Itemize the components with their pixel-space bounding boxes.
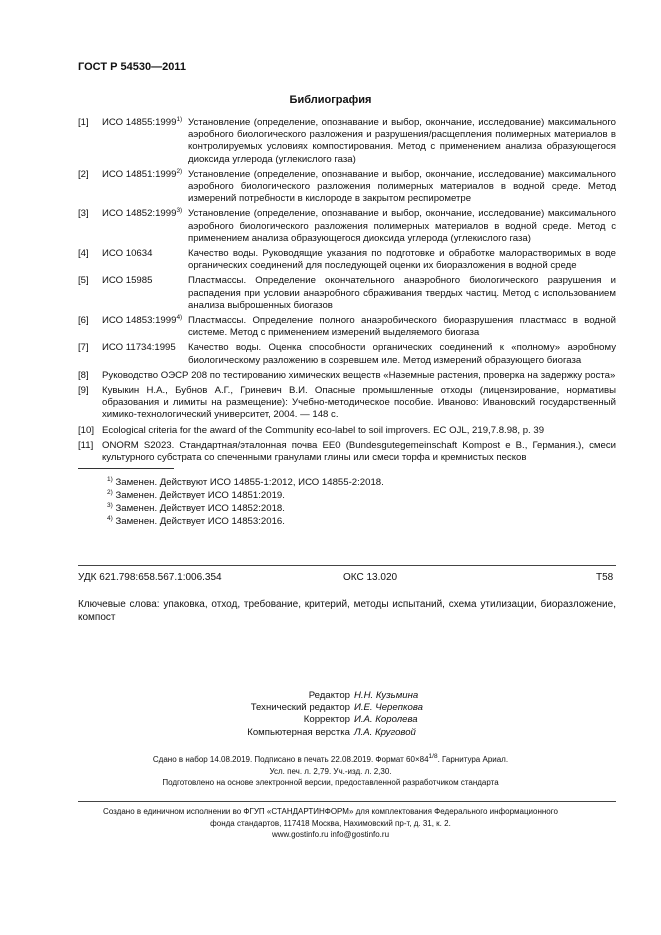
bibliography-entry <box>78 342 616 366</box>
entry-description: Руководство ОЭСР 208 по тестированию химических веществ «Наземные растения, проверка на задержку роста» <box>102 369 616 381</box>
bibliography-list <box>78 117 616 467</box>
entry-description: Установление (определение, опознавание и выбор, окончание, исследование) максимального аэробного биологического разложения и разрушения/расщепления полимерных материалов в контролируемых условиях компостирования. Метод с применением анализа образующегося диоксида углерода (углекислого газа) <box>188 117 616 165</box>
bibliography-entry <box>78 425 616 437</box>
udc-code: УДК 621.798:658.567.1:006.354 <box>78 572 222 583</box>
footnote <box>107 489 384 502</box>
footnote-ref: 2) <box>176 167 183 175</box>
footnote <box>107 476 384 489</box>
bibliography-entry <box>78 208 616 245</box>
entry-code: ИСО 10634 <box>102 248 153 260</box>
footnote-ref: 1) <box>176 116 183 123</box>
credit-role: Корректор <box>303 714 350 726</box>
entry-description: Установление (определение, опознавание и выбор, окончание, исследование) максимального аэробного биологического разложения полимерных материалов в водной среде. Метод с применением анализа образующегося диоксида углерода (углекислого газа) <box>188 208 616 244</box>
bibliography-entry <box>78 440 616 464</box>
bibliography-entry <box>78 169 616 206</box>
footnote-mark: 4) <box>107 515 113 522</box>
format-fraction: 1/8 <box>428 753 438 760</box>
entry-number: [1] <box>78 117 89 128</box>
entry-description: Качество воды. Руководящие указания по подготовке и обработке малорастворимых в воде органических соединений для последующей оценки их биоразложения в водной среде <box>188 248 616 272</box>
bibliography-entry <box>78 315 616 339</box>
footnote-ref: 4) <box>176 314 183 322</box>
bibliography-entry <box>78 117 616 166</box>
footnote <box>107 502 384 515</box>
footnote-text: Заменен. Действует ИСО 14853:2016. <box>115 516 285 527</box>
entry-number: [10] <box>78 424 95 436</box>
entry-code: ИСО 14855:1999$^{1)}$ <box>102 116 183 128</box>
footnote-ref: 3) <box>176 207 183 215</box>
bibliography-entry <box>78 385 616 422</box>
entry-code: ИСО 14851:1999$^{2)}$ <box>102 167 183 180</box>
credit-name: И.Е. Черепкова <box>354 702 424 714</box>
classification-divider <box>78 565 616 566</box>
entry-number: [5] <box>78 275 89 287</box>
bibliography-entry <box>78 275 616 312</box>
print-info-line2: Усл. печ. л. 2,79. Уч.-изд. л. 2,30. <box>269 766 392 776</box>
credit-role: Технический редактор <box>250 702 350 714</box>
footnote-text: Заменен. Действует ИСО 14851:2019. <box>115 490 285 501</box>
publisher-divider <box>78 801 616 802</box>
entry-code: ИСО 11734:1995 <box>102 342 176 354</box>
footnote-divider <box>78 468 174 469</box>
entry-number: [4] <box>78 248 89 260</box>
entry-number: [8] <box>78 369 89 381</box>
bibliography-entry <box>78 370 616 382</box>
publisher-line2: фонда стандартов, 117418 Москва, Нахимовский пр-т, д. 31, к. 2. <box>210 818 451 828</box>
publisher-info <box>0 806 661 841</box>
publisher-line1: Создано в единичном исполнении во ФГУП «СТАНДАРТИНФОРМ» для комплектования Федерального информационного <box>103 807 558 816</box>
entry-description: ONORM S2023. Стандартная/эталонная почва EE0 (Bundesgutegemeinschaft Kompost e B., Германия.), смеси культурного субстрата со спеченными гранулами глины или смеси торфа и кремнистых песков <box>102 439 616 464</box>
entry-number: [3] <box>78 208 89 220</box>
standard-header: ГОСТ Р 54530—2011 <box>78 61 186 73</box>
credit-role: Компьютерная верстка <box>247 726 350 738</box>
credit-role: Редактор <box>308 690 350 701</box>
credit-row <box>0 714 661 726</box>
footnote <box>107 515 384 528</box>
entry-description: Качество воды. Оценка способности органических соединений к «полному» аэробному биологическому разложению в созревшем иле. Метод измерений образующего биогаза <box>188 342 616 366</box>
footnote-text: Заменен. Действуют ИСО 14855-1:2012, ИСО 14855-2:2018. <box>115 477 384 488</box>
keywords: Ключевые слова: упаковка, отход, требование, критерий, методы испытаний, схема утилизации, биоразложение, компост <box>78 599 616 623</box>
entry-code: ИСО 15985 <box>102 275 153 287</box>
publisher-line3: www.gostinfo.ru info@gostinfo.ru <box>271 830 390 839</box>
print-info <box>0 754 661 789</box>
group-code: Т58 <box>596 572 614 583</box>
editorial-credits <box>0 690 661 739</box>
entry-description: Установление (определение, опознавание и выбор, окончание, исследование) максимального аэробного биологического разложения полимерных материалов в водной среде. Метод измерений потребности в кислороде в закрытом респирометре <box>188 168 616 205</box>
entry-description: Пластмассы. Определение полного анаэробического биоразрушения пластмасс в водной системе. Метод с применением измерений выделяемого биогаза <box>188 315 616 339</box>
entry-number: [6] <box>78 315 89 327</box>
entry-description: Ecological criteria for the award of the Community eco-label to soil improvers. EC OJL, 219,7.8.98, p. 39 <box>102 424 545 436</box>
footnotes <box>107 476 384 528</box>
bibliography-title: Библиография <box>289 94 372 106</box>
entry-number: [11] <box>78 439 94 451</box>
oks-code: ОКС 13.020 <box>343 572 398 583</box>
entry-description: Кувыкин Н.А., Бубнов А.Г., Гриневич В.И. Опасные промышленные отходы (лицензирование, нормативы образования и лимиты на размещение): Учебно-методическое пособие. Иваново: Ивановский государственный химико-технологический университет, 2004. — 148 с. <box>102 385 616 421</box>
credit-row <box>0 702 661 714</box>
footnote-mark: 1) <box>107 476 113 483</box>
credit-name: Л.А. Круговой <box>354 726 416 738</box>
entry-number: [2] <box>78 168 89 180</box>
footnote-mark: 2) <box>107 489 113 496</box>
entry-number: [7] <box>78 342 89 354</box>
credit-row <box>0 690 661 702</box>
print-info-line1: Сдано в набор 14.08.2019. Подписано в печать 22.08.2019. Формат $60\times 84^{1/8}$. Гарнитура Ариал. <box>152 753 509 764</box>
footnote-mark: 3) <box>107 502 113 509</box>
entry-number: [9] <box>78 385 89 397</box>
entry-description: Пластмассы. Определение окончательного анаэробного биологического разрушения и распадения при условии анаэробного сбраживания твердых частиц. Метод с использованием анализа выброшенных биогазов <box>188 275 616 311</box>
credit-name: Н.Н. Кузьмина <box>354 690 419 701</box>
credit-row <box>0 727 661 739</box>
credit-name: И.А. Королева <box>354 714 418 726</box>
entry-code: ИСО 14853:1999$^{4)}$ <box>102 314 183 327</box>
print-info-line3: Подготовлено на основе электронной версии, предоставленной разработчиком стандарта <box>162 778 499 787</box>
bibliography-entry <box>78 248 616 272</box>
footnote-text: Заменен. Действует ИСО 14852:2018. <box>115 503 285 514</box>
entry-code: ИСО 14852:1999$^{3)}$ <box>102 207 183 220</box>
